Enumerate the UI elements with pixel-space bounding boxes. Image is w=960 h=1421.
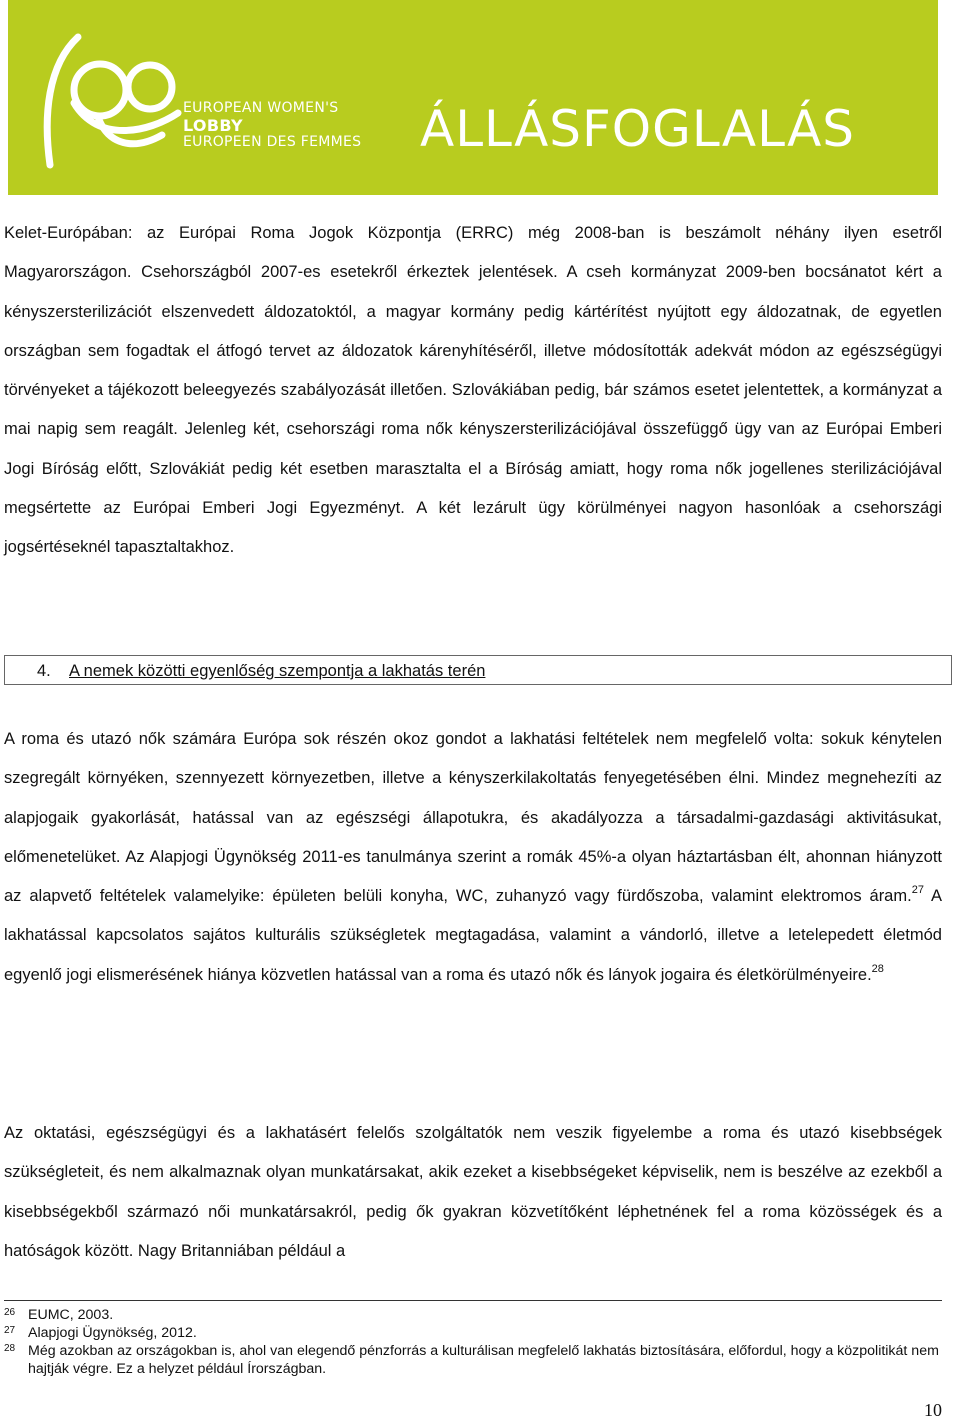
footnote-number: 27 (4, 1325, 16, 1336)
org-name (183, 100, 361, 151)
footnote-separator (4, 1300, 942, 1301)
org-name-line3: EUROPEEN DES FEMMES (183, 134, 362, 150)
footnote-ref-28[interactable]: 28 (871, 962, 884, 975)
footnote (4, 1324, 944, 1342)
section-title: A nemek közötti egyenlőség szempontja a lakhatás terén (69, 662, 486, 680)
org-name-line1: EUROPEAN WOMEN'S (183, 100, 339, 116)
footnote-number: 28 (4, 1343, 16, 1354)
footnote-text: Alapjogi Ügynökség, 2012. (28, 1325, 197, 1341)
paragraph-3: Az oktatási, egészségügyi és a lakhatásért felelős szolgáltatók nem veszik figyelembe a roma és utazó kisebbségek szükségleteit, és nem alkalmaznak olyan munkatársakat, akik ezeket a kisebbségeket képviselik, nem is beszélve az ezekből a kisebbségekből származó női munkatársakról, pedig ők gyakran közvetítőként léphetnének fel a roma közösségek és a hatóságok között. Nagy Britanniában például a (4, 1124, 942, 1260)
page-number: 10 (924, 1400, 942, 1420)
ewl-logo-icon (38, 25, 198, 175)
header-banner (8, 0, 938, 195)
section-heading (4, 655, 952, 685)
footnote-text: Még azokban az országokban is, ahol van elegendő pénzforrás a kulturálisan megfelelő lakhatás biztosítására, előfordul, hogy a közpolitikát nem hajtják végre. Ez a helyzet például Írországban. (28, 1343, 939, 1377)
footnote (4, 1306, 944, 1324)
footnote-number: 26 (4, 1307, 16, 1318)
paragraph-2-part-a: A roma és utazó nők számára Európa sok részén okoz gondot a lakhatási feltételek nem megfelelő volta: sokuk kénytelen szegregált környéken, szennyezett környezetben, illetve a kényszerkilakoltatás fenyegetésében élni. Mindez megnehezíti az alapjogaik gyakorlását, hatással van az egészségi állapotukra, és akadályozza a társadalmi-gazdasági aktivitásukat, előmenetelüket. Az Alapjogi Ügynökség 2011-es tanulmánya szerint a romák 45%-a olyan háztartásban élt, ahonnan hiányzott az alapvető feltételek valamelyike: épületen belüli konyha, WC, zuhanyzó vagy fürdőszoba, valamint elektromos áram. (4, 730, 942, 906)
document-title: ÁLLÁSFOGLALÁS (420, 100, 856, 158)
paragraph-1: Kelet-Európában: az Európai Roma Jogok Központja (ERRC) még 2008-ban is beszámolt néhány ilyen esetről Magyarországon. Csehországból 2007-es esetekről érkeztek jelentések. A cseh kormányzat 2009-ben bocsánatot kért a kényszersterilizációt elszenvedett áldozatoktól, a magyar kormány pedig kártérítést nyújtott egy áldozatnak, de egyetlen országban sem fogadtak el átfogó tervet az áldozatok kárenyhítéséről, illetve módosították adekvát módon az egészségügyi törvényeket a tájékozott beleegyezés szabályozását illetően. Szlovákiában pedig, bár számos esetet jelentettek, a kormányzat a mai napig sem reagált. Jelenleg két, csehországi roma nők kényszersterilizációjával összefüggő ügy van az Európai Emberi Jogi Bíróság előtt, Szlovákiát pedig két esetben marasztalta el a Bíróság amiatt, hogy roma nők jogellenes sterilizációjával megsértette az Európai Emberi Jogi Egyezményt. A két lezárult ügy körülményei nagyon hasonlóak a csehországi jogsértéseknél tapasztaltakhoz. (4, 224, 942, 557)
org-name-line2: LOBBY (183, 116, 243, 135)
paragraph-2-part-b: A lakhatással kapcsolatos sajátos kulturális szükségletek megtagadása, valamint a vándorló, illetve a letelepedett életmód egyenlő jogi elismerésének hiánya közvetlen hatással van a roma és utazó nők és lányok jogaira és életkörülményeire. (4, 887, 942, 984)
footnote-ref-27[interactable]: 27 (911, 884, 924, 897)
footnotes (4, 1306, 944, 1378)
footnote (4, 1342, 944, 1378)
paragraph-2 (4, 720, 942, 995)
footnote-text: EUMC, 2003. (28, 1307, 114, 1323)
section-number: 4. (37, 662, 51, 680)
